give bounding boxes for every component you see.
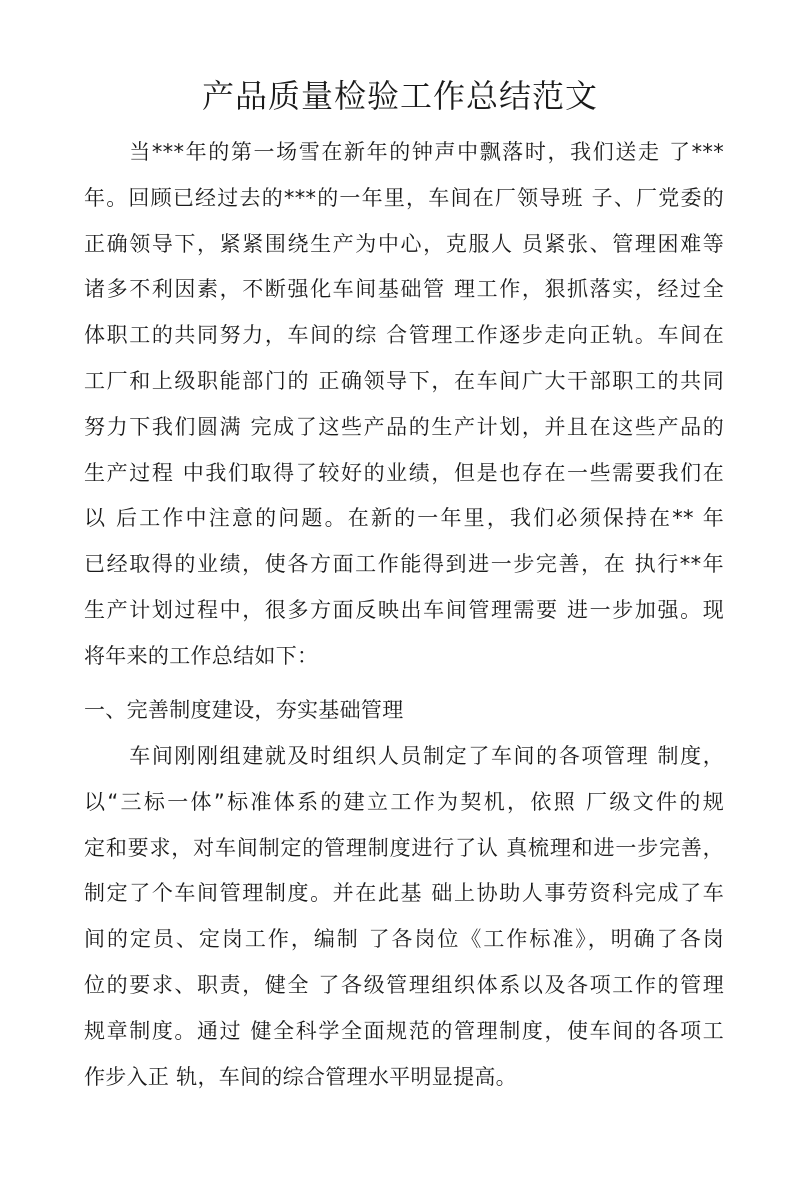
paragraph-line: 间的定员、定岗工作，编制 了各岗位《工作标准》，明确了各岗 xyxy=(84,927,724,952)
paragraph-line: 当***年的第一场雪在新年的钟声中飘落时，我们送走 了*** xyxy=(84,140,724,164)
paragraph-line: 规章制度。通过 健全科学全面规范的管理制度，使车间的各项工 xyxy=(84,1018,724,1043)
paragraph-line: 工厂和上级职能部门的 正确领导下，在车间广大干部职工的共同 xyxy=(84,368,724,393)
paragraph-line: 作步入正 轨，车间的综合管理水平明显提高。 xyxy=(84,1064,517,1089)
paragraph-line: 已经取得的业绩，使各方面工作能得到进一步完善，在 执行**年 xyxy=(84,552,724,577)
paragraph-line: 位的要求、职责，健全 了各级管理组织体系以及各项工作的管理 xyxy=(84,972,724,997)
section-paragraph xyxy=(84,734,724,1100)
paragraph-line: 定和要求，对车间制定的管理制度进行了认 真梳理和进一步完善， xyxy=(84,835,724,860)
section-heading-block xyxy=(84,688,724,734)
paragraph-line: 以“三标一体”标准体系的建立工作为契机，依照 厂级文件的规 xyxy=(84,789,724,814)
paragraph-line: 生产计划过程中，很多方面反映出车间管理需要 进一步加强。现 xyxy=(84,597,724,622)
paragraph-line: 以 后工作中注意的问题。在新的一年里，我们必须保持在** 年 xyxy=(84,506,724,531)
paragraph-line: 年。回顾已经过去的***的一年里，车间在厂领导班 子、厂党委的 xyxy=(84,185,724,210)
paragraph-line: 车间刚刚组建就及时组织人员制定了车间的各项管理 制度， xyxy=(84,744,724,768)
paragraph-line: 将年来的工作总结如下： xyxy=(84,643,319,668)
intro-paragraph xyxy=(84,130,724,680)
paragraph-line: 努力下我们圆满 完成了这些产品的生产计划，并且在这些产品的 xyxy=(84,414,724,439)
paragraph-line: 体职工的共同努力，车间的综 合管理工作逐步走向正轨。车间在 xyxy=(84,323,724,348)
document-title: 产品质量检验工作总结范文 xyxy=(201,77,598,115)
paragraph-line: 诸多不利因素，不断强化车间基础管 理工作，狠抓落实，经过全 xyxy=(84,277,724,302)
paragraph-line: 制定了个车间管理制度。并在此基 础上协助人事劳资科完成了车 xyxy=(84,881,724,906)
section-heading: 一、完善制度建设，夯实基础管理 xyxy=(84,698,404,722)
paragraph-line: 正确领导下，紧紧围绕生产为中心，克服人 员紧张、管理困难等 xyxy=(84,231,724,256)
paragraph-line: 生产过程 中我们取得了较好的业绩，但是也存在一些需要我们在 xyxy=(84,460,724,485)
